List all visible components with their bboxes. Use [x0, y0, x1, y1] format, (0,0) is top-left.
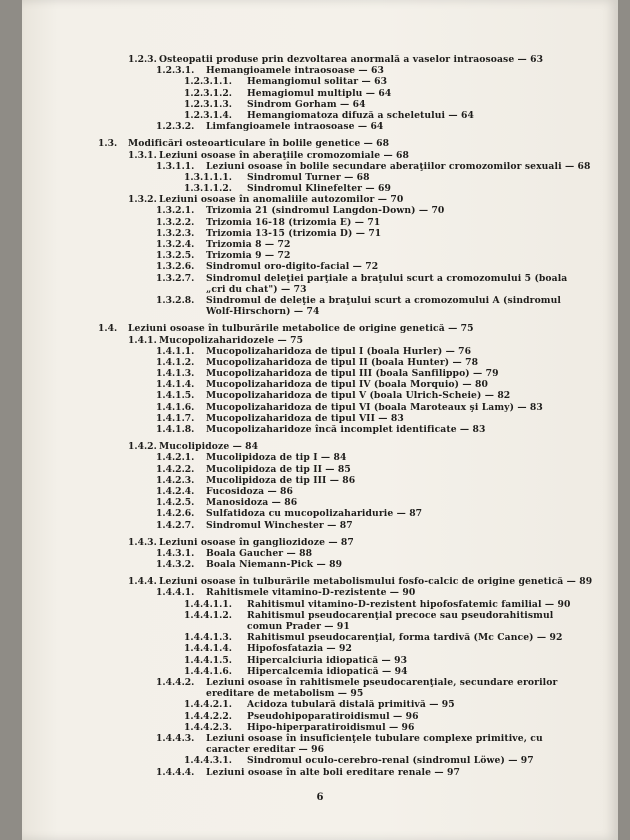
- toc-entry-number: 1.4.1.8.: [156, 424, 195, 436]
- toc-entry-number: 1.3.2.4.: [156, 239, 195, 250]
- toc-entry-number: 1.2.3.: [128, 54, 157, 65]
- toc-entry: [22, 599, 618, 610]
- toc-entry: [22, 733, 618, 755]
- toc-entry: [22, 121, 618, 132]
- toc-entry: [22, 559, 618, 570]
- toc-entry: [22, 250, 618, 261]
- toc-entry: [22, 587, 618, 598]
- toc-entry-number: 1.4.1.3.: [156, 368, 195, 380]
- toc-entry-title: Acidoza tubulară distală primitivă — 95: [247, 699, 455, 711]
- toc-entry-title: Mucopolizaharidoza de tipul VI (boala Maroteaux şi Lamy) — 83: [206, 401, 543, 413]
- toc-entry-number: 1.4.1.1.: [156, 345, 195, 357]
- toc-entry-number: 1.3.1.: [128, 149, 157, 161]
- toc-entry-number: 1.4.1.5.: [156, 390, 195, 402]
- toc-entry-title: Leziuni osoase în aberaţiile cromozomiale — 68: [159, 149, 410, 161]
- toc-entry-title: Mucopolizaharidozele — 75: [159, 334, 304, 346]
- toc-entry: [22, 655, 618, 666]
- toc-entry-title: Sindromul Klinefelter — 69: [247, 183, 391, 195]
- toc-entry: [22, 368, 618, 379]
- toc-entry-number: 1.2.3.1.2.: [184, 87, 232, 99]
- toc-entry-title: Sindromul Turner — 68: [247, 171, 370, 183]
- toc-entry-title: Leziuni osoase în gangliozidoze — 87: [159, 536, 354, 548]
- toc-entry: [22, 390, 618, 401]
- toc-entry-title: Hemagiomul multiplu — 64: [247, 87, 392, 99]
- toc-entry: [22, 452, 618, 463]
- toc-entry: [22, 346, 618, 357]
- toc-entry-number: 1.4.2.3.: [156, 474, 195, 486]
- toc-entry-title: Mucopolizaharidoza de tipul III (boala Sanfilippo) — 79: [206, 368, 499, 380]
- toc-entry-number: 1.3.2.: [128, 194, 157, 206]
- toc-entry-title: Trizomia 9 — 72: [206, 250, 291, 262]
- toc-entry-title: Leziuni osoase în rahitismele pseudocarenţiale, secundare erorilor ereditare de metabolism — 95: [206, 676, 558, 700]
- toc-entry: [22, 755, 618, 766]
- toc-entry-title: Sulfatidoza cu mucopolizaharidurie — 87: [206, 508, 423, 520]
- toc-entry-number: 1.3.2.2.: [156, 216, 195, 228]
- toc-entry: [22, 699, 618, 710]
- table-of-contents: [22, 54, 618, 778]
- toc-entry-title: Rahitismul vitamino-D-rezistent hipofosfatemic familial — 90: [247, 598, 571, 610]
- toc-entry-title: Mucolipidoza de tip III — 86: [206, 474, 356, 486]
- toc-entry-number: 1.3.: [98, 138, 118, 150]
- toc-entry: [22, 150, 618, 161]
- toc-entry: [22, 402, 618, 413]
- toc-entry-title: Leziuni osoase în tulburările metabolismului fosfo-calcic de origine genetică — 89: [159, 576, 593, 588]
- toc-entry: [22, 548, 618, 559]
- toc-entry: [22, 76, 618, 87]
- toc-entry-number: 1.4.4.: [128, 576, 157, 588]
- toc-entry-title: Mucopolizaharidoza de tipul V (boala Ulrich-Scheie) — 82: [206, 390, 511, 402]
- toc-entry-title: Leziuni osoase în bolile secundare aberaţiilor cromozomilor sexuali — 68: [206, 160, 591, 172]
- toc-entry: [22, 65, 618, 76]
- toc-entry-number: 1.4.4.2.2.: [184, 710, 232, 722]
- toc-entry: [22, 666, 618, 677]
- toc-entry: [22, 88, 618, 99]
- toc-entry: [22, 228, 618, 239]
- toc-entry-number: 1.4.1.7.: [156, 412, 195, 424]
- toc-entry-number: 1.3.2.3.: [156, 227, 195, 239]
- toc-entry-title: Sindromul de deleţie a braţului scurt a cromozomului A (sindromul Wolf-Hirschorn) — 74: [206, 294, 561, 318]
- toc-entry-title: Mucolipidoza de tip I — 84: [206, 452, 347, 464]
- toc-entry-title: Sindromul oro-digito-facial — 72: [206, 261, 379, 273]
- toc-entry-title: Mucopolizaharidoza de tipul II (boala Hunter) — 78: [206, 356, 479, 368]
- toc-entry: [22, 217, 618, 228]
- toc-entry-number: 1.4.2.2.: [156, 463, 195, 475]
- toc-entry-title: Mucopolizaharidoza de tipul IV (boala Morquio) — 80: [206, 379, 488, 391]
- toc-entry: [22, 576, 618, 587]
- toc-entry: [22, 172, 618, 183]
- toc-entry: [22, 357, 618, 368]
- toc-entry-title: Pseudohipoparatiroidismul — 96: [247, 710, 419, 722]
- toc-entry-title: Hemangioamele intraosoase — 63: [206, 65, 384, 77]
- toc-entry-number: 1.4.4.3.: [156, 732, 195, 744]
- toc-entry-title: Trizomia 21 (sindromul Langdon-Down) — 70: [206, 205, 445, 217]
- toc-entry-title: Boala Niemann-Pick — 89: [206, 559, 343, 571]
- page-number: 6: [316, 792, 324, 803]
- toc-entry: [22, 194, 618, 205]
- toc-entry-title: Modificări osteoarticulare în bolile genetice — 68: [128, 138, 390, 150]
- toc-entry-number: 1.4.4.1.: [156, 587, 195, 599]
- toc-entry: [22, 110, 618, 121]
- toc-entry: [22, 99, 618, 110]
- toc-entry-number: 1.4.4.2.1.: [184, 699, 232, 711]
- toc-entry: [22, 464, 618, 475]
- toc-entry-title: Osteopatii produse prin dezvoltarea anormală a vaselor intraosoase — 63: [159, 54, 544, 65]
- toc-entry: [22, 537, 618, 548]
- toc-entry: [22, 183, 618, 194]
- toc-entry-number: 1.4.1.4.: [156, 379, 195, 391]
- toc-entry: [22, 335, 618, 346]
- toc-entry-number: 1.4.1.6.: [156, 401, 195, 413]
- toc-entry: [22, 323, 618, 334]
- toc-entry-title: Mucopolizaharidoza de tipul VII — 83: [206, 412, 404, 424]
- toc-entry-title: Mucolipidoze — 84: [159, 441, 259, 453]
- toc-entry-title: Hemangiomul solitar — 63: [247, 76, 388, 88]
- toc-entry-number: 1.3.1.1.2.: [184, 183, 232, 195]
- toc-entry-title: Leziuni osoase în tulburările metabolice de origine genetică — 75: [128, 323, 474, 335]
- toc-entry-title: Leziuni osoase în anomaliile autozomilor — 70: [159, 194, 404, 206]
- toc-entry: [22, 520, 618, 531]
- toc-entry: [22, 273, 618, 295]
- toc-entry-number: 1.4.: [98, 323, 118, 335]
- toc-entry-number: 1.3.2.1.: [156, 205, 195, 217]
- toc-entry-title: Mucopolizaharidoza de tipul I (boala Hurler) — 76: [206, 345, 472, 357]
- toc-entry: [22, 475, 618, 486]
- toc-entry: [22, 722, 618, 733]
- toc-entry-title: Rahitismul pseudocarenţial, forma tardivă (Mc Cance) — 92: [247, 632, 563, 644]
- toc-entry-title: Leziuni osoase în alte boli ereditare renale — 97: [206, 766, 460, 778]
- toc-entry-title: Rahitismul pseudocarenţial precoce sau pseudorahitismul comun Prader — 91: [247, 609, 554, 633]
- toc-entry-number: 1.4.2.7.: [156, 519, 195, 531]
- toc-entry-number: 1.2.3.1.3.: [184, 98, 232, 110]
- toc-entry-title: Trizomia 13-15 (trizomia D) — 71: [206, 227, 382, 239]
- toc-entry-title: Hemangiomatoza difuză a scheletului — 64: [247, 109, 474, 121]
- toc-entry-title: Hipercalcemia idiopatică — 94: [247, 665, 408, 677]
- toc-entry-title: Rahitismele vitamino-D-rezistente — 90: [206, 587, 416, 599]
- toc-entry: [22, 424, 618, 435]
- toc-entry-number: 1.2.3.1.1.: [184, 76, 232, 88]
- toc-entry-title: Trizomia 8 — 72: [206, 239, 291, 250]
- toc-entry-number: 1.4.4.2.: [156, 676, 195, 688]
- toc-entry-title: Hipercalciuria idiopatică — 93: [247, 654, 408, 666]
- toc-entry-number: 1.3.2.5.: [156, 250, 195, 262]
- toc-entry-number: 1.4.4.1.6.: [184, 665, 232, 677]
- toc-entry: [22, 138, 618, 149]
- toc-entry-number: 1.4.4.2.3.: [184, 721, 232, 733]
- toc-entry: [22, 239, 618, 250]
- toc-entry-title: Fucosidoza — 86: [206, 485, 294, 497]
- toc-entry: [22, 261, 618, 272]
- toc-entry-number: 1.4.1.2.: [156, 356, 195, 368]
- toc-entry-title: Sindromul Winchester — 87: [206, 519, 353, 531]
- toc-entry-number: 1.3.1.1.1.: [184, 171, 232, 183]
- toc-entry-number: 1.3.1.1.: [156, 160, 195, 172]
- toc-entry-title: Sindromul deleţiei parţiale a braţului scurt a cromozomului 5 (boala „cri du chat") — 73: [206, 272, 568, 295]
- toc-entry-number: 1.2.3.2.: [156, 121, 195, 133]
- toc-entry-title: Limfangioamele intraosoase — 64: [206, 121, 384, 133]
- toc-entry-title: Hipofosfatazia — 92: [247, 643, 353, 655]
- toc-entry-title: Trizomia 16-18 (trizomia E) — 71: [206, 216, 381, 228]
- toc-entry-number: 1.4.4.1.3.: [184, 632, 232, 644]
- toc-entry: [22, 632, 618, 643]
- toc-entry-number: 1.4.3.: [128, 536, 157, 548]
- toc-entry: [22, 379, 618, 390]
- toc-entry-title: Mucopolizaharidoze încă incomplet identificate — 83: [206, 424, 486, 436]
- toc-entry: [22, 677, 618, 699]
- toc-entry-title: Boala Gaucher — 88: [206, 547, 313, 559]
- toc-entry: [22, 711, 618, 722]
- toc-entry-number: 1.4.1.: [128, 334, 157, 346]
- toc-entry-number: 1.4.2.5.: [156, 497, 195, 509]
- toc-entry: [22, 295, 618, 317]
- toc-entry-title: Sindrom Gorham — 64: [247, 98, 366, 110]
- toc-entry-number: 1.4.4.1.2.: [184, 609, 232, 621]
- toc-entry-number: 1.4.4.4.: [156, 766, 195, 778]
- toc-entry-number: 1.4.3.1.: [156, 547, 195, 559]
- toc-entry-number: 1.2.3.1.4.: [184, 109, 232, 121]
- toc-entry: [22, 205, 618, 216]
- toc-entry-number: 1.2.3.1.: [156, 65, 195, 77]
- toc-entry-number: 1.4.2.4.: [156, 485, 195, 497]
- book-page: [22, 0, 618, 840]
- toc-entry-title: Manosidoza — 86: [206, 497, 298, 509]
- toc-entry-number: 1.4.2.6.: [156, 508, 195, 520]
- toc-entry-number: 1.4.4.1.1.: [184, 598, 232, 610]
- toc-entry: [22, 497, 618, 508]
- toc-entry-title: Mucolipidoza de tip II — 85: [206, 463, 351, 475]
- toc-entry-number: 1.3.2.6.: [156, 261, 195, 273]
- toc-entry-number: 1.4.4.1.4.: [184, 643, 232, 655]
- toc-entry-title: Leziuni osoase în insuficienţele tubulare complexe primitive, cu caracter ereditar — 96: [206, 732, 543, 756]
- toc-entry: [22, 610, 618, 632]
- toc-entry: [22, 767, 618, 778]
- toc-entry-title: Hipo-hiperparatiroidismul — 96: [247, 721, 415, 733]
- toc-entry-number: 1.4.2.: [128, 441, 157, 453]
- toc-entry-number: 1.3.2.8.: [156, 294, 195, 306]
- toc-entry-title: Sindromul oculo-cerebro-renal (sindromul Löwe) — 97: [247, 755, 534, 767]
- toc-entry-number: 1.4.2.1.: [156, 452, 195, 464]
- toc-entry: [22, 486, 618, 497]
- toc-entry: [22, 54, 618, 65]
- toc-entry: [22, 161, 618, 172]
- toc-entry: [22, 441, 618, 452]
- toc-entry-number: 1.4.3.2.: [156, 559, 195, 571]
- toc-entry-number: 1.4.4.1.5.: [184, 654, 232, 666]
- toc-entry-number: 1.4.4.3.1.: [184, 755, 232, 767]
- toc-entry-number: 1.3.2.7.: [156, 272, 195, 284]
- toc-entry: [22, 413, 618, 424]
- toc-entry: [22, 643, 618, 654]
- toc-entry: [22, 508, 618, 519]
